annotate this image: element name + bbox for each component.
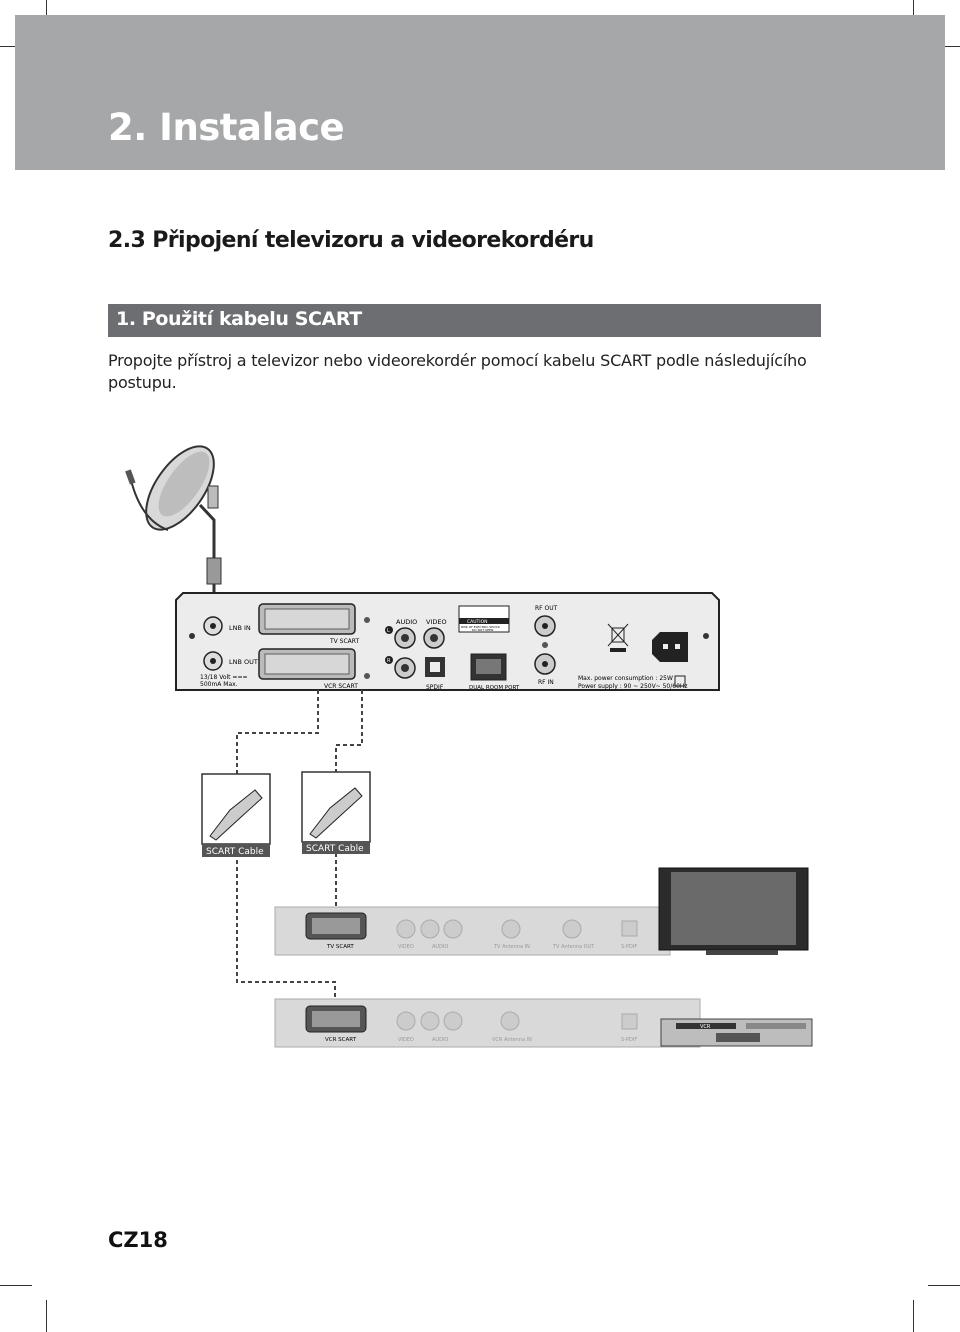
intro-paragraph: Propojte přístroj a televizor nebo videorekordér pomocí kabelu SCART podle následujícího postupu.	[108, 351, 807, 392]
tv-rear-panel	[275, 907, 670, 955]
scart-cable-box	[302, 772, 370, 854]
vcr-scart-label: VCR SCART	[324, 683, 358, 690]
tv-scart-label: TV SCART	[330, 638, 360, 645]
volt-label: 13/18 Volt ===	[200, 674, 248, 681]
page-number: CZ18	[108, 1228, 168, 1252]
rf-in-label: RF IN	[538, 679, 554, 686]
vcr-panel-spdif-label: S-PDIF	[621, 1037, 638, 1043]
section-title: 2.3 Připojení televizoru a videorekordéru	[108, 228, 594, 253]
receiver-back-panel	[176, 593, 719, 691]
chapter-title: 2. Instalace	[108, 106, 345, 149]
vcr-panel-video-label: VIDEO	[398, 1037, 414, 1043]
tv-panel-antenna-in-label: TV Antenna IN	[494, 944, 530, 950]
vcr-rear-panel	[275, 999, 700, 1047]
tv-panel-antenna-out-label: TV Antenna OUT	[553, 944, 595, 950]
power-socket-icon	[652, 632, 688, 662]
vcr-panel-audio-label: AUDIO	[432, 1037, 449, 1043]
r-label: R	[387, 658, 391, 664]
caution-line1: RISK OF ELECTRIC SHOCK	[461, 625, 500, 629]
scart-cable-label-2: SCART Cable	[306, 844, 364, 854]
audio-label: AUDIO	[396, 618, 418, 626]
television-icon	[659, 868, 808, 955]
tv-panel-audio-label: AUDIO	[432, 944, 449, 950]
dual-room-label: DUAL ROOM PORT	[469, 685, 520, 691]
lnb-out-label: LNB OUT	[229, 658, 258, 666]
ma-label: 500mA Max.	[200, 681, 238, 688]
power-consumption-label: Max. power consumption : 25W	[578, 675, 673, 682]
vcr-panel-scart-label: VCR SCART	[325, 1037, 357, 1043]
tv-panel-video-label: VIDEO	[398, 944, 414, 950]
scart-cable-box	[202, 774, 270, 857]
step-label: 1. Použití kabelu SCART	[116, 308, 362, 330]
caution-title: CAUTION	[467, 620, 488, 625]
tv-panel-scart-label: TV SCART	[327, 944, 354, 950]
caution-line2: DO NOT OPEN	[472, 628, 494, 632]
power-supply-label: Power supply : 90 ~ 250V~ 50/60Hz	[578, 683, 688, 690]
vcr-device-icon	[661, 1019, 812, 1046]
spdif-label: SPDIF	[426, 684, 444, 691]
tv-panel-spdif-label: S-PDIF	[621, 944, 638, 950]
scart-cable-label-1: SCART Cable	[206, 847, 264, 857]
lnb-in-label: LNB IN	[229, 624, 251, 632]
vcr-label: VCR	[700, 1024, 711, 1030]
rf-out-label: RF OUT	[535, 605, 558, 612]
vcr-panel-antenna-in-label: VCR Antenna IN	[492, 1037, 532, 1043]
l-label: L	[387, 628, 390, 634]
video-label: VIDEO	[426, 618, 447, 626]
